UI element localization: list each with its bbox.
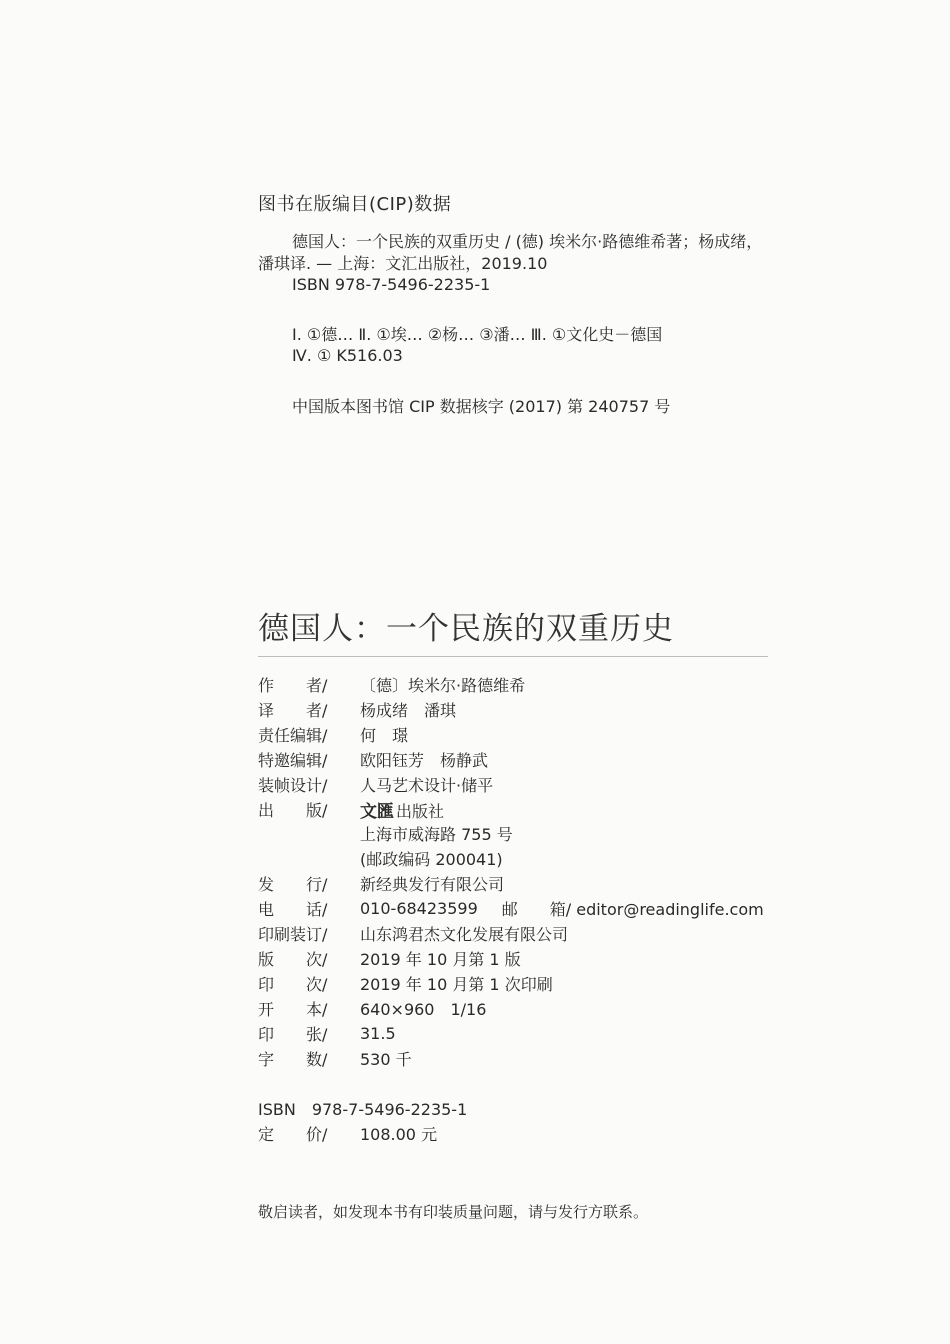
reader-notice: 敬启读者，如发现本书有印装质量问题，请与发行方联系。 [258, 1203, 649, 1221]
detail-label: 电 话/ [258, 899, 328, 919]
detail-row-edition [258, 946, 521, 970]
detail-row-publisher [258, 797, 444, 821]
detail-label: 定 价/ [258, 1124, 328, 1144]
detail-value: 欧阳钰芳 杨静武 [360, 750, 489, 770]
cip-line: ISBN 978-7-5496-2235-1 [292, 275, 491, 294]
cip-heading: 图书在版编目(CIP)数据 [258, 194, 452, 215]
detail-label: 作 者/ [258, 675, 328, 695]
detail-value: 530 千 [360, 1049, 412, 1069]
detail-row-editor [258, 722, 408, 746]
detail-label: 译 者/ [258, 700, 328, 720]
detail-row-price [258, 1121, 437, 1145]
publisher-logo: 文匯 [360, 801, 394, 822]
detail-row-phone [258, 896, 764, 920]
detail-value: 2019 年 10 月第 1 次印刷 [360, 974, 553, 994]
detail-row-printing [258, 971, 553, 995]
detail-label: 印 次/ [258, 974, 328, 994]
detail-value: 31.5 [360, 1023, 396, 1043]
detail-value: 2019 年 10 月第 1 版 [360, 949, 521, 969]
detail-value: 108.00 元 [360, 1124, 438, 1144]
detail-row-translator [258, 697, 456, 721]
publisher-name: 出版社 [396, 801, 445, 821]
cip-line: 潘琪译. — 上海：文汇出版社，2019.10 [258, 254, 548, 273]
detail-row-distributor [258, 871, 504, 895]
cip-line: 中国版本图书馆 CIP 数据核字 (2017) 第 240757 号 [292, 397, 671, 416]
detail-label: 特邀编辑/ [258, 750, 328, 770]
cip-line: Ⅳ. ① K516.03 [292, 346, 403, 365]
detail-label: 字 数/ [258, 1049, 328, 1069]
detail-row-address [258, 821, 513, 845]
divider [258, 656, 768, 657]
detail-label: 装帧设计/ [258, 775, 328, 795]
detail-row-postcode [258, 846, 503, 870]
detail-label: 发 行/ [258, 874, 328, 894]
detail-row-word-count [258, 1046, 412, 1070]
detail-row-sheets [258, 1021, 396, 1045]
detail-value: 人马艺术设计·储平 [360, 775, 494, 795]
detail-value: 杨成绪 潘琪 [360, 700, 457, 720]
detail-value: 010-68423599 [360, 898, 478, 918]
detail-value: 何 璟 [360, 725, 409, 745]
book-title: 德国人：一个民族的双重历史 [258, 611, 674, 647]
detail-value: 640×960 1/16 [360, 999, 487, 1019]
detail-value: (邮政编码 200041) [360, 849, 503, 869]
detail-label: 印刷装订/ [258, 924, 328, 944]
detail-row-format [258, 996, 486, 1020]
detail-value: 山东鸿君杰文化发展有限公司 [360, 924, 569, 944]
detail-label: 出 版/ [258, 800, 328, 820]
isbn: ISBN 978-7-5496-2235-1 [258, 1100, 468, 1119]
detail-row-guest-editor [258, 747, 488, 771]
cip-line: 德国人：一个民族的双重历史 / (德) 埃米尔·路德维希著；杨成绪， [292, 232, 763, 251]
detail-row-author [258, 672, 525, 696]
detail-label: 版 次/ [258, 949, 328, 969]
detail-row-printer [258, 921, 568, 945]
detail-row-design [258, 772, 493, 796]
detail-value [360, 797, 444, 822]
detail-label: 责任编辑/ [258, 725, 328, 745]
detail-value: 新经典发行有限公司 [360, 874, 505, 894]
detail-value: 〔德〕埃米尔·路德维希 [360, 675, 526, 695]
email-value: 邮 箱/ editor@readinglife.com [501, 899, 764, 919]
detail-value: 上海市威海路 755 号 [360, 824, 513, 844]
detail-label: 开 本/ [258, 999, 328, 1019]
cip-line: Ⅰ. ①德… Ⅱ. ①埃… ②杨… ③潘… Ⅲ. ①文化史－德国 [292, 325, 663, 344]
detail-label: 印 张/ [258, 1024, 328, 1044]
